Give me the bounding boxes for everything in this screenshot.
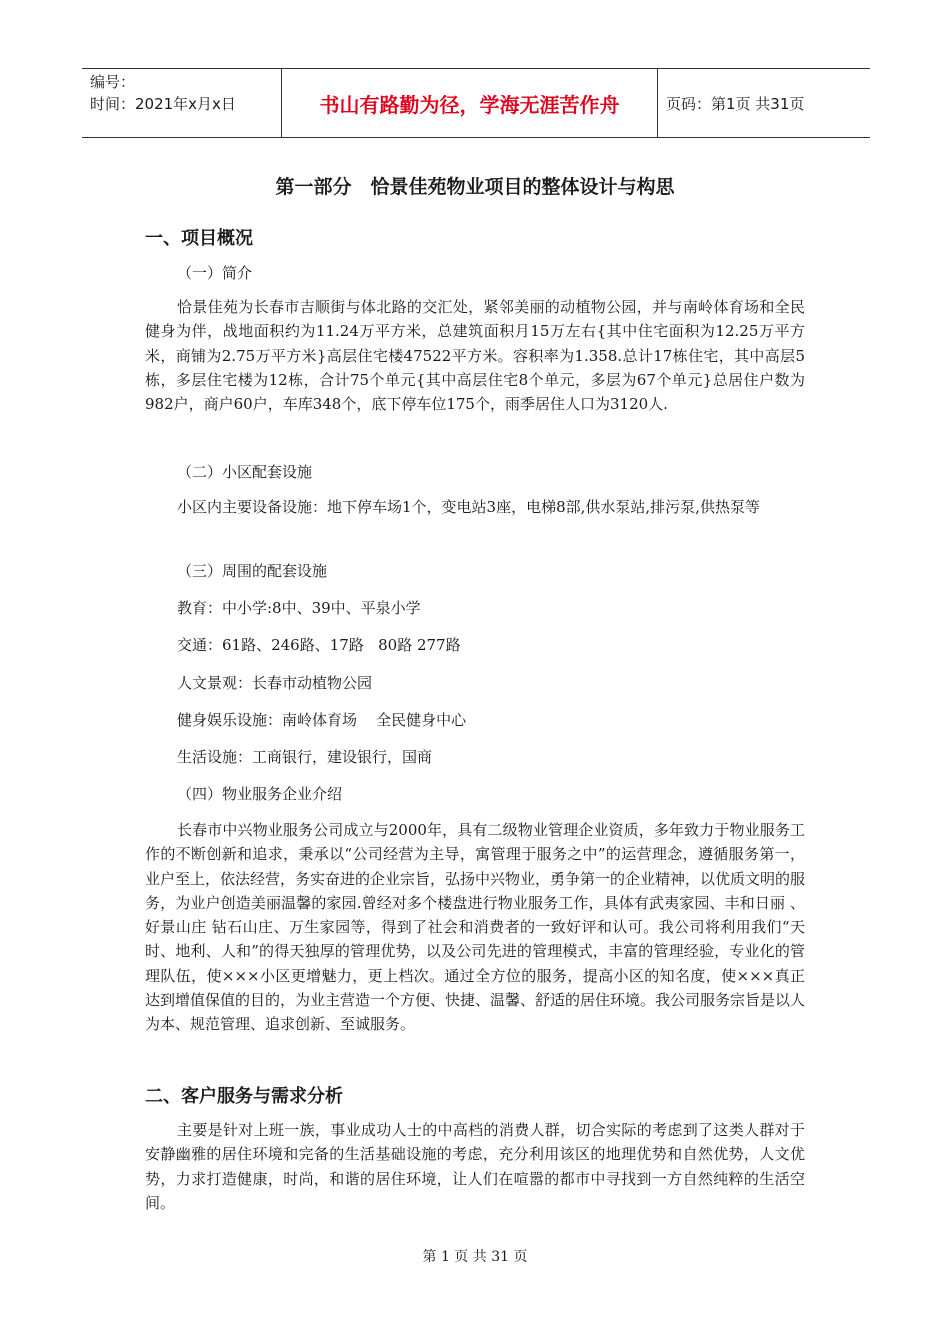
header-page-info: 页码：第1页 共31页	[666, 94, 805, 113]
culture-line: 人文景观：长春市动植物公园	[177, 674, 373, 692]
page-footer: 第 1 页 共 31 页	[422, 1249, 528, 1265]
code-label: 编号：	[90, 73, 136, 91]
subsection-intro-heading: （一）简介	[177, 264, 253, 282]
section2-heading: 二、客户服务与需求分析	[145, 1086, 343, 1107]
education-line: 教育：中小学:8中、39中、平泉小学	[177, 599, 421, 617]
transport-line: 交通：61路、246路、17路 80路 277路	[177, 636, 461, 654]
subsection-company-heading: （四）物业服务企业介绍	[177, 785, 343, 803]
header-meta	[82, 69, 282, 137]
time-label: 时间：2021年x月x日	[90, 95, 236, 113]
header-motto: 书山有路勤为径，学海无涯苦作舟	[282, 69, 658, 137]
document-header	[82, 68, 870, 138]
document-title: 第一部分 恰景佳苑物业项目的整体设计与构思	[275, 176, 675, 198]
fitness-line: 健身娱乐设施：南岭体育场 全民健身中心	[177, 711, 467, 729]
facilities-paragraph: 小区内主要设备设施：地下停车场1个，变电站3座，电梯8部,供水泵站,排污泵,供热泵等	[177, 498, 760, 516]
subsection-facilities-heading: （二）小区配套设施	[177, 463, 313, 481]
section1-heading: 一、项目概况	[145, 228, 253, 249]
customer-analysis-paragraph: 主要是针对上班一族，事业成功人士的中高档的消费人群，切合实际的考虑到了这类人群对于安静幽雅的居住环境和完备的生活基础设施的考虑，充分利用该区的地理优势和自然优势，人文优势，力求打造健康，时尚，和谐的居住环境，让人们在喧嚣的都市中寻找到一方自然纯粹的生活空间。	[145, 1121, 805, 1212]
subsection-surroundings-heading: （三）周围的配套设施	[177, 562, 328, 580]
company-paragraph: 长春市中兴物业服务公司成立与2000年，具有二级物业管理企业资质，多年致力于物业服务工作的不断创新和追求，秉承以“公司经营为主导，寓管理于服务之中”的运营理念，遵循服务第一，业户至上，依法经营，务实奋进的企业宗旨，弘扬中兴物业，勇争第一的企业精神，以优质文明的服务，为业户创造美丽温馨的家园.曾经对多个楼盘进行物业服务工作，具体有武夷家园、丰和日丽 、好景山庄 钻石山庄、万生家园等，得到了社会和消费者的一致好评和认可。我公司将利用我们“天时、地利、人和”的得天独厚的管理优势，以及公司先进的管理模式，丰富的管理经验，专业化的管理队伍，使×××小区更增魅力，更上档次。通过全方位的服务，提高小区的知名度，使×××真正达到增值保值的目的，为业主营造一个方便、快捷、温馨、舒适的居住环境。我公司服务宗旨是以人为本、规范管理、追求创新、至诚服务。	[145, 821, 806, 1034]
intro-paragraph: 恰景佳苑为长春市吉顺街与体北路的交汇处，紧邻美丽的动植物公园，并与南岭体育场和全民健身为伴，战地面积约为11.24万平方米，总建筑面积月15万左右{其中住宅面积为12.25万平方米，商铺为2.75万平方米}高层住宅楼47522平方米。容积率为1.358.总计17栋住宅，其中高层5栋，多层住宅楼为12栋，合计75个单元{其中高层住宅8个单元，多层为67个单元}总居住户数为982户，商户60户，车库348个，底下停车位175个，雨季居住人口为3120人.	[145, 298, 805, 414]
living-line: 生活设施：工商银行，建设银行，国商	[177, 748, 433, 766]
